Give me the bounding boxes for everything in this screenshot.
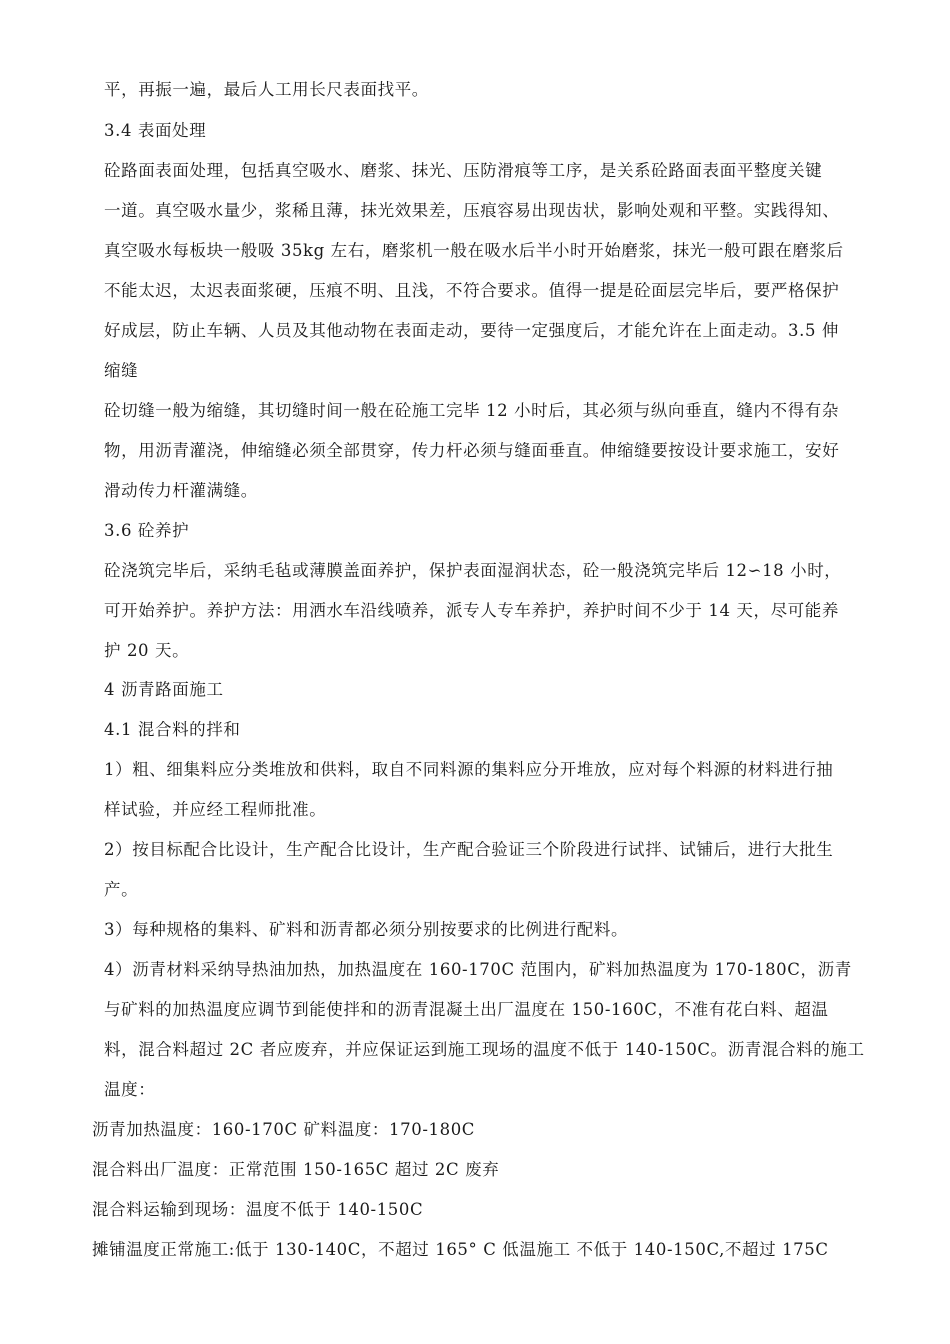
- temperature-line-transport: 混合料运输到现场：温度不低于 140-150C: [92, 1200, 424, 1219]
- body-text-line: 平，再振一遍，最后人工用长尺表面找平。: [104, 80, 429, 99]
- section-heading-4-1: 4.1 混合料的拌和: [104, 720, 241, 739]
- body-text-line: 好成层，防止车辆、人员及其他动物在表面走动，要待一定强度后，才能允许在上面走动。3.5 伸: [104, 321, 839, 340]
- section-heading-3-6: 3.6 砼养护: [104, 521, 190, 540]
- temperature-line-paving: 摊铺温度正常施工:低于 130-140C，不超过 165° C 低温施工 不低于 140-150C,不超过 175C: [92, 1240, 829, 1259]
- temperature-line-asphalt: 沥青加热温度：160-170C 矿料温度：170-180C: [92, 1120, 476, 1139]
- list-item-1: 1）粗、细集料应分类堆放和供料，取自不同料源的集料应分开堆放，应对每个料源的材料进行抽: [104, 760, 834, 779]
- body-text-line: 物，用沥青灌浇，伸缩缝必须全部贯穿，传力杆必须与缝面垂直。伸缩缝要按设计要求施工，安好: [104, 441, 840, 460]
- body-text-line: 与矿料的加热温度应调节到能使拌和的沥青混凝土出厂温度在 150-160C，不准有花白料、超温: [104, 1000, 829, 1019]
- body-text-line: 一道。真空吸水量少，浆稀且薄，抹光效果差，压痕容易出现齿状，影响处观和平整。实践得知、: [104, 201, 840, 220]
- body-text-line: 可开始养护。养护方法：用洒水车沿线喷养，派专人专车养护，养护时间不少于 14 天，尽可能养: [104, 601, 839, 620]
- body-text-line: 砼切缝一般为缩缝，其切缝时间一般在砼施工完毕 12 小时后，其必须与纵向垂直，缝内不得有杂: [104, 401, 839, 420]
- temperature-line-plant: 混合料出厂温度：正常范围 150-165C 超过 2C 废弃: [92, 1160, 500, 1179]
- body-text-line: 砼浇筑完毕后，采纳毛毡或薄膜盖面养护，保护表面湿润状态，砼一般浇筑完毕后 12∽18 小时，: [104, 561, 842, 580]
- body-text-line: 缩缝: [104, 361, 139, 380]
- body-text-line: 砼路面表面处理，包括真空吸水、磨浆、抹光、压防滑痕等工序，是关系砼路面表面平整度关键: [104, 161, 823, 180]
- body-text-line: 料，混合料超过 2C 者应废弃，并应保证运到施工现场的温度不低于 140-150C。沥青混合料的施工: [104, 1040, 865, 1059]
- body-text-line: 不能太迟，太迟表面浆硬，压痕不明、且浅，不符合要求。值得一提是砼面层完毕后，要严格保护: [104, 281, 840, 300]
- body-text-line: 产。: [104, 880, 139, 899]
- body-text-line: 真空吸水每板块一般吸 35kg 左右，磨浆机一般在吸水后半小时开始磨浆，抹光一般可跟在磨浆后: [104, 241, 844, 260]
- list-item-2: 2）按目标配合比设计，生产配合比设计，生产配合验证三个阶段进行试拌、试铺后，进行大批生: [104, 840, 834, 859]
- body-text-line: 护 20 天。: [104, 641, 190, 660]
- section-heading-3-4: 3.4 表面处理: [104, 121, 207, 140]
- list-item-4: 4）沥青材料采纳导热油加热，加热温度在 160-170C 范围内，矿料加热温度为 170-180C，沥青: [104, 960, 852, 979]
- body-text-line: 温度：: [104, 1080, 156, 1099]
- section-heading-4: 4 沥青路面施工: [104, 680, 224, 699]
- list-item-3: 3）每种规格的集料、矿料和沥青都必须分别按要求的比例进行配料。: [104, 920, 629, 939]
- body-text-line: 样试验，并应经工程师批准。: [104, 800, 327, 819]
- body-text-line: 滑动传力杆灌满缝。: [104, 481, 258, 500]
